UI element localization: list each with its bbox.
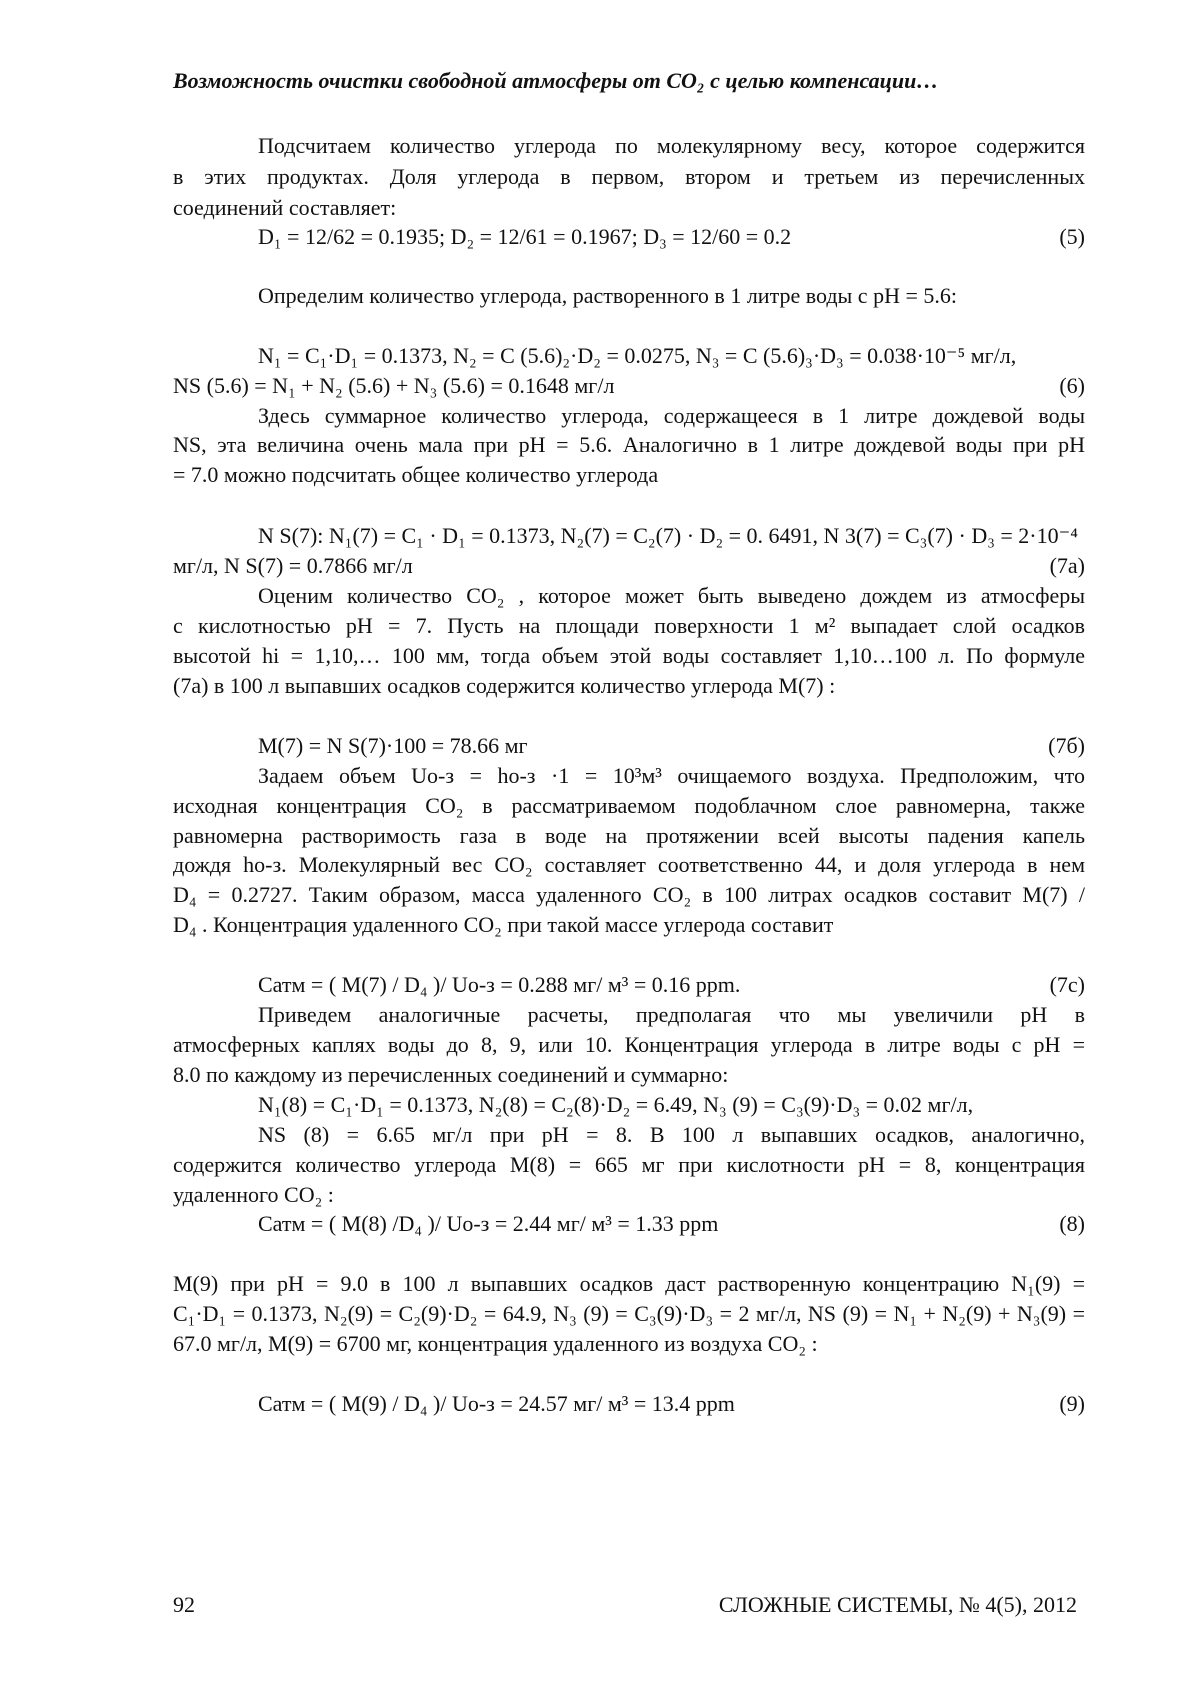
- equation-number: (7а): [1049, 553, 1085, 578]
- equation-number: (7с): [1049, 972, 1085, 997]
- equation-text: D₁ = 12/62 = 0.1935; D₂ = 12/61 = 0.1967; D₃ = 12/60 = 0.2: [258, 224, 792, 249]
- paragraph-line: атмосферных каплях воды до 8, 9, или 10. Концентрация углерода в литре воды с pH =: [173, 1032, 1085, 1057]
- equation-9: [258, 1391, 1085, 1417]
- paragraph-line: = 7.0 можно подсчитать общее количество углерода: [173, 462, 659, 487]
- paragraph-line: соединений составляет:: [173, 195, 397, 220]
- equation-text: NS (5.6) = N₁ + N₂ (5.6) + N₃ (5.6) = 0.1648 мг/л: [173, 373, 615, 398]
- equation-number: (5): [1059, 224, 1085, 249]
- equation-text: Cатм = ( M(7) / D₄ )/ Uo-з = 0.288 мг/ м³ = 0.16 ppm.: [258, 972, 741, 997]
- paragraph-line: удаленного CO₂ :: [173, 1182, 334, 1207]
- paragraph-line: Здесь суммарное количество углерода, содержащееся в 1 литре дождевой воды: [258, 403, 1085, 428]
- equation-number: (6): [1059, 373, 1085, 398]
- paragraph-line: 67.0 мг/л, M(9) = 6700 мг, концентрация удаленного из воздуха CO₂ :: [173, 1331, 818, 1356]
- paragraph-line: C₁·D₁ = 0.1373, N₂(9) = C₂(9)·D₂ = 64.9, N₃ (9) = C₃(9)·D₃ = 2 мг/л, NS (9) = N₁ + N₂(9) + N₃(9) =: [173, 1301, 1085, 1326]
- paragraph-line: Оценим количество CO₂ , которое может быть выведено дождем из атмосферы: [258, 583, 1085, 608]
- paragraph-line: D₄ . Концентрация удаленного CO₂ при такой массе углерода составит: [173, 912, 834, 937]
- paragraph-line: Приведем аналогичные расчеты, предполагая что мы увеличили pH в: [258, 1002, 1085, 1027]
- paragraph-line: равномерна растворимость газа в воде на протяжении всей высоты падения капель: [173, 823, 1085, 848]
- paragraph-line: Определим количество углерода, растворенного в 1 литре воды с pH = 5.6:: [258, 283, 957, 308]
- paragraph-line: NS, эта величина очень мала при pH = 5.6. Аналогично в 1 литре дождевой воды при pH: [173, 432, 1085, 457]
- paragraph-line: исходная концентрация CO₂ в рассматриваемом подоблачном слое равномерна, также: [173, 793, 1085, 818]
- equation-8: [258, 1211, 1085, 1237]
- paragraph-line: дождя hо-з. Молекулярный вес CO₂ составляет соответственно 44, и доля углерода в нем: [173, 852, 1085, 877]
- equation-5: [258, 224, 1085, 250]
- journal-footer: СЛОЖНЫЕ СИСТЕМЫ, № 4(5), 2012: [718, 1592, 1077, 1617]
- equation-number: (7б): [1048, 733, 1085, 758]
- equation-number: (8): [1059, 1211, 1085, 1236]
- equation-text: Cатм = ( M(9) / D₄ )/ Uo-з = 24.57 мг/ м³ = 13.4 ppm: [258, 1391, 735, 1416]
- equation-number: (9): [1059, 1391, 1085, 1416]
- paragraph-line: D₄ = 0.2727. Таким образом, масса удаленного CO₂ в 100 литрах осадков составит M(7) /: [173, 882, 1085, 907]
- paragraph-line: Задаем объем Uo-з = ho-з ·1 = 10³м³ очищаемого воздуха. Предположим, что: [258, 763, 1085, 788]
- paragraph-line: (7а) в 100 л выпавших осадков содержится количество углерода M(7) :: [173, 673, 836, 698]
- paragraph-line: высотой hi = 1,10,… 100 мм, тогда объем этой воды составляет 1,10…100 л. По формуле: [173, 643, 1085, 668]
- running-title: Возможность очистки свободной атмосферы от CO₂ с целью компенсации…: [173, 68, 939, 93]
- equation-6: [173, 373, 1085, 399]
- paragraph-line: Подсчитаем количество углерода по молекулярному весу, которое содержится: [258, 133, 1085, 158]
- paragraph-line: содержится количество углерода M(8) = 665 мг при кислотности pH = 8, концентрация: [173, 1152, 1085, 1177]
- paragraph-line: NS (8) = 6.65 мг/л при pH = 8. В 100 л выпавших осадков, аналогично,: [258, 1122, 1085, 1147]
- equation-7b: [258, 733, 1085, 759]
- equation-text: M(7) = N S(7)·100 = 78.66 мг: [258, 733, 528, 758]
- equation-6-line: N₁ = C₁·D₁ = 0.1373, N₂ = C (5.6)₂·D₂ = 0.0275, N₃ = C (5.6)₃·D₃ = 0.038·10⁻⁵ мг/л,: [258, 343, 1017, 368]
- paragraph-line: в этих продуктах. Доля углерода в первом, втором и третьем из перечисленных: [173, 164, 1085, 189]
- paragraph-line: M(9) при pH = 9.0 в 100 л выпавших осадков даст растворенную концентрацию N₁(9) =: [173, 1271, 1085, 1296]
- equation-8a: N₁(8) = C₁·D₁ = 0.1373, N₂(8) = C₂(8)·D₂ = 6.49, N₃ (9) = C₃(9)·D₃ = 0.02 мг/л,: [258, 1092, 974, 1117]
- paragraph-line: с кислотностью pH = 7. Пусть на площади поверхности 1 м² выпадает слой осадков: [173, 613, 1085, 638]
- equation-text: Cатм = ( M(8) /D₄ )/ Uo-з = 2.44 мг/ м³ = 1.33 ppm: [258, 1211, 719, 1236]
- equation-text: мг/л, N S(7) = 0.7866 мг/л: [173, 553, 413, 578]
- equation-7a: [173, 553, 1085, 579]
- page-number: 92: [173, 1592, 195, 1617]
- equation-7a-line: N S(7): N₁(7) = C₁ · D₁ = 0.1373, N₂(7) = C₂(7) · D₂ = 0. 6491, N 3(7) = C₃(7) · D₃ = 2·10⁻⁴: [258, 523, 1078, 548]
- equation-7c: [258, 972, 1085, 998]
- paragraph-line: 8.0 по каждому из перечисленных соединений и суммарно:: [173, 1062, 729, 1087]
